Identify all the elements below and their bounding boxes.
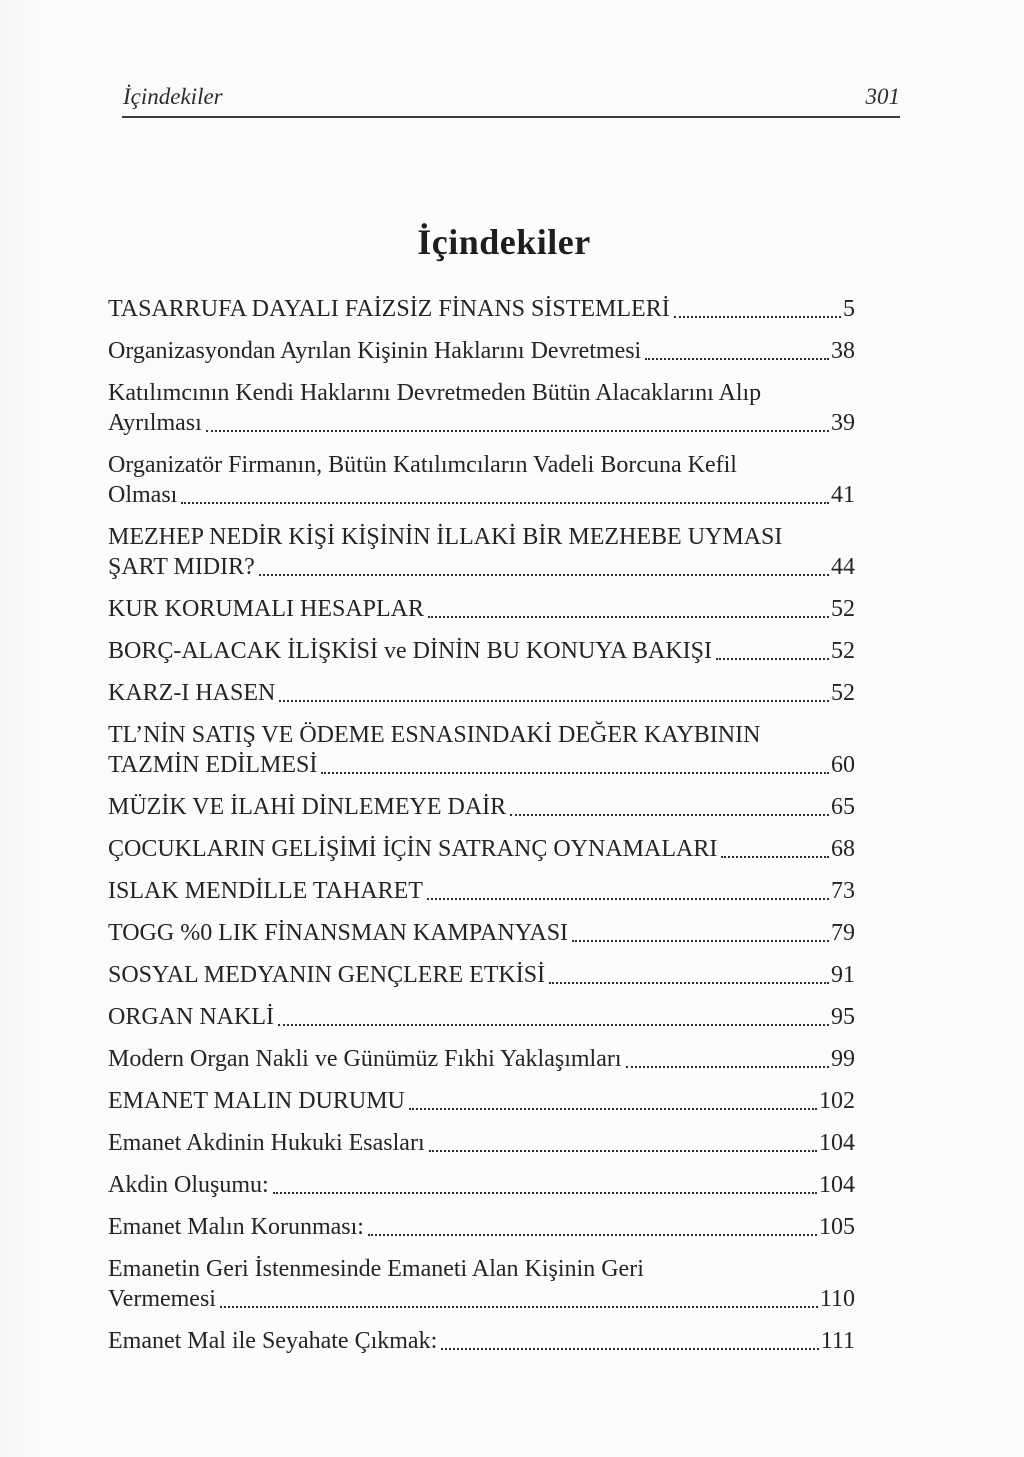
toc-entry-last-line: [108, 1044, 855, 1074]
toc-entry-last-line: [108, 876, 855, 906]
toc-entry-page-number: 105: [819, 1214, 855, 1240]
toc-entry: [108, 336, 855, 366]
toc-entry: [108, 960, 855, 990]
dotted-leader: [429, 1150, 817, 1152]
toc-entry-title: TASARRUFA DAYALI FAİZSİZ FİNANS SİSTEMLERİ: [108, 296, 670, 322]
toc-entry-page-number: 52: [831, 596, 855, 622]
toc-entry: [108, 522, 855, 582]
toc-entry-title: Emanet Malın Korunması:: [108, 1214, 364, 1240]
toc-entry-title: SOSYAL MEDYANIN GENÇLERE ETKİSİ: [108, 962, 546, 988]
toc-entry: [108, 636, 855, 666]
dotted-leader: [549, 982, 829, 984]
dotted-leader: [181, 502, 829, 504]
toc-entry-title: Emanet Akdinin Hukuki Esasları: [108, 1130, 425, 1156]
toc-entry-title: TOGG %0 LIK FİNANSMAN KAMPANYASI: [108, 920, 569, 946]
toc-entry: [108, 678, 855, 708]
toc-entry-title: KUR KORUMALI HESAPLAR: [108, 596, 425, 622]
toc-entry-last-line: [108, 792, 855, 822]
toc-entry-title: ORGAN NAKLİ: [108, 1004, 274, 1030]
toc-entry-page-number: 65: [831, 794, 855, 820]
toc-entry-text-line: TL’NİN SATIŞ VE ÖDEME ESNASINDAKİ DEĞER KAYBININ: [108, 722, 761, 748]
toc-entry-title: Akdin Oluşumu:: [108, 1172, 269, 1198]
toc-entry-page-number: 60: [831, 752, 855, 778]
dotted-leader: [510, 814, 829, 816]
dotted-leader: [427, 898, 829, 900]
toc-entry-page-number: 52: [831, 638, 855, 664]
running-header-page-number: 301: [865, 84, 900, 109]
toc-entry-title: TAZMİN EDİLMESİ: [108, 752, 318, 778]
toc-entry-text-line: Organizatör Firmanın, Bütün Katılımcıların Vadeli Borcuna Kefil: [108, 452, 737, 478]
toc-entry-title: EMANET MALIN DURUMU: [108, 1088, 405, 1114]
toc-entry-page-number: 68: [831, 836, 855, 862]
toc-entry-page-number: 44: [831, 554, 855, 580]
toc-entry-last-line: [108, 918, 855, 948]
toc-entry-page-number: 41: [831, 482, 855, 508]
toc-entry-last-line: [108, 1284, 855, 1314]
toc-entry-text-line: MEZHEP NEDİR KİŞİ KİŞİNİN İLLAKİ BİR MEZHEBE UYMASI: [108, 524, 783, 550]
toc-entry-last-line: [108, 1086, 855, 1116]
toc-entry-page-number: 73: [831, 878, 855, 904]
toc-entry: [108, 1326, 855, 1356]
toc-entry: [108, 1254, 855, 1314]
toc-entry-page-number: 52: [831, 680, 855, 706]
toc-entry: [108, 792, 855, 822]
toc-entry-title: Vermemesi: [108, 1286, 216, 1312]
toc-entry: [108, 876, 855, 906]
toc-entry: [108, 594, 855, 624]
toc-entry: [108, 294, 855, 324]
toc-entry-last-line: [108, 1326, 855, 1356]
toc-list: [108, 294, 855, 1368]
dotted-leader: [278, 1024, 829, 1026]
dotted-leader: [321, 772, 829, 774]
toc-entry-page-number: 5: [843, 296, 855, 322]
toc-entry-page-number: 102: [819, 1088, 855, 1114]
dotted-leader: [441, 1348, 819, 1350]
toc-entry-last-line: [108, 834, 855, 864]
toc-entry-last-line: [108, 552, 855, 582]
toc-entry-last-line: [108, 594, 855, 624]
toc-entry: [108, 918, 855, 948]
toc-entry-last-line: [108, 1128, 855, 1158]
dotted-leader: [220, 1306, 818, 1308]
toc-entry-last-line: [108, 960, 855, 990]
dotted-leader: [206, 430, 829, 432]
dotted-leader: [645, 358, 829, 360]
toc-entry-title: BORÇ-ALACAK İLİŞKİSİ ve DİNİN BU KONUYA BAKIŞI: [108, 638, 712, 664]
toc-entry-last-line: [108, 636, 855, 666]
toc-entry: [108, 1002, 855, 1032]
running-header-section-label: İçindekiler: [123, 84, 223, 109]
toc-entry-page-number: 38: [831, 338, 855, 364]
toc-entry-title: Organizasyondan Ayrılan Kişinin Haklarını Devretmesi: [108, 338, 642, 364]
toc-entry-title: MÜZİK VE İLAHİ DİNLEMEYE DAİR: [108, 794, 507, 820]
toc-entry-page-number: 39: [831, 410, 855, 436]
toc-entry-title: Emanet Mal ile Seyahate Çıkmak:: [108, 1328, 438, 1354]
dotted-leader: [626, 1066, 829, 1068]
page-title: İçindekiler: [417, 222, 591, 262]
toc-entry-last-line: [108, 294, 855, 324]
toc-entry-page-number: 111: [820, 1328, 855, 1354]
toc-entry: [108, 1170, 855, 1200]
dotted-leader: [572, 940, 829, 942]
dotted-leader: [279, 700, 829, 702]
toc-entry-title: ISLAK MENDİLLE TAHARET: [108, 878, 423, 904]
toc-entry-page-number: 104: [819, 1130, 855, 1156]
dotted-leader: [273, 1192, 817, 1194]
toc-entry-title: Ayrılması: [108, 410, 202, 436]
toc-entry: [108, 1128, 855, 1158]
toc-entry-page-number: 110: [819, 1286, 855, 1312]
toc-entry: [108, 834, 855, 864]
toc-entry-text-line: Katılımcının Kendi Haklarını Devretmeden Bütün Alacaklarını Alıp: [108, 380, 762, 406]
toc-entry-last-line: [108, 1170, 855, 1200]
toc-entry-text-line: Emanetin Geri İstenmesinde Emaneti Alan Kişinin Geri: [108, 1256, 644, 1282]
toc-entry-title: Olması: [108, 482, 178, 508]
toc-entry-page-number: 99: [831, 1046, 855, 1072]
dotted-leader: [721, 856, 829, 858]
toc-entry-page-number: 91: [831, 962, 855, 988]
toc-entry-last-line: [108, 480, 855, 510]
dotted-leader: [368, 1234, 817, 1236]
header-rule: [122, 116, 900, 118]
toc-entry: [108, 450, 855, 510]
toc-entry-last-line: [108, 1002, 855, 1032]
toc-entry-last-line: [108, 678, 855, 708]
dotted-leader: [409, 1108, 817, 1110]
dotted-leader: [428, 616, 829, 618]
toc-entry: [108, 1086, 855, 1116]
toc-entry-page-number: 104: [819, 1172, 855, 1198]
toc-entry-last-line: [108, 336, 855, 366]
toc-entry: [108, 720, 855, 780]
toc-entry: [108, 378, 855, 438]
toc-entry-last-line: [108, 408, 855, 438]
toc-entry-last-line: [108, 1212, 855, 1242]
dotted-leader: [259, 574, 829, 576]
dotted-leader: [674, 316, 841, 318]
toc-entry: [108, 1044, 855, 1074]
toc-entry-title: ŞART MIDIR?: [108, 554, 255, 580]
toc-entry-page-number: 79: [831, 920, 855, 946]
toc-entry-title: Modern Organ Nakli ve Günümüz Fıkhi Yaklaşımları: [108, 1046, 622, 1072]
toc-entry-title: KARZ-I HASEN: [108, 680, 276, 706]
toc-entry-title: ÇOCUKLARIN GELİŞİMİ İÇİN SATRANÇ OYNAMALARI: [108, 836, 718, 862]
toc-entry-last-line: [108, 750, 855, 780]
toc-entry: [108, 1212, 855, 1242]
dotted-leader: [716, 658, 829, 660]
toc-entry-page-number: 95: [831, 1004, 855, 1030]
running-header: [123, 84, 900, 110]
